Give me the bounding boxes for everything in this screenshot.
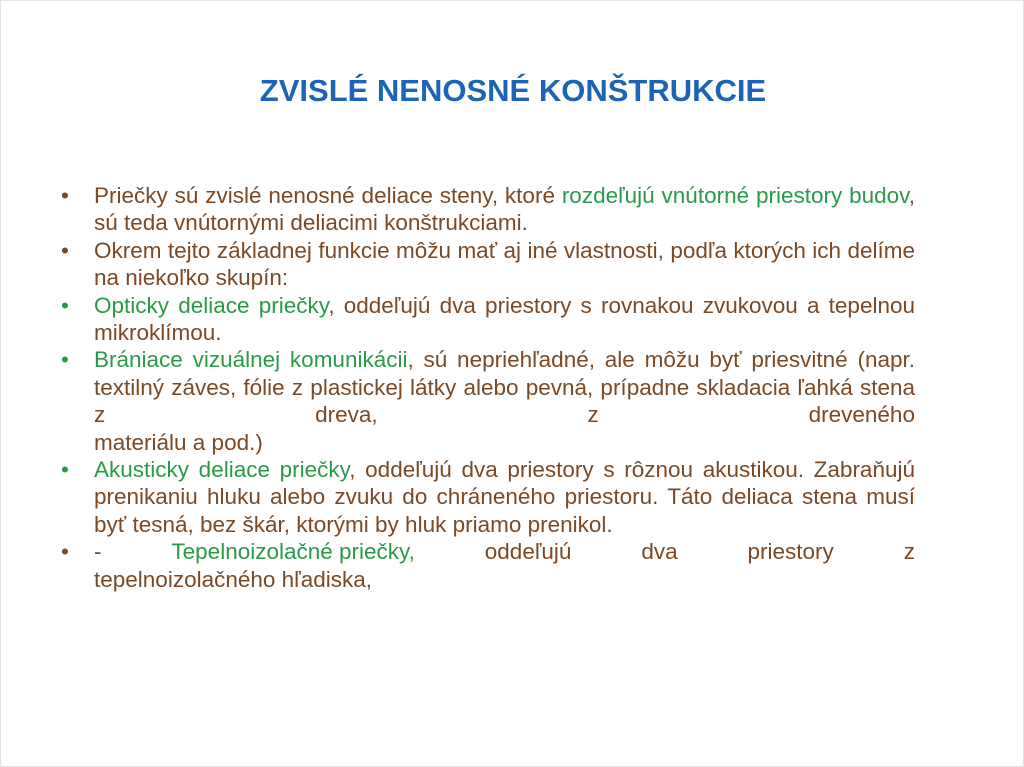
highlight-text: Akusticky deliace priečky xyxy=(94,457,350,483)
bullet-marker: • xyxy=(61,292,69,318)
bullet-item xyxy=(61,538,915,593)
slide-title: ZVISLÉ NENOSNÉ KONŠTRUKCIE xyxy=(259,73,767,108)
bullet-paragraph-end: materiálu a pod.) xyxy=(94,429,263,455)
bullet-marker: • xyxy=(61,539,69,565)
bullet-text: , oddeľujú dva priestory s rôznou akustikou. Zabraňujú prenikaniu hluku alebo zvuku do chráneného priestoru. Táto deliaca stena musí byť tesná, bez škár, ktorými by hluk priamo prenikol. xyxy=(94,457,915,537)
bullet-text: z xyxy=(587,402,599,428)
bullet-item xyxy=(61,456,915,538)
bullet-list xyxy=(61,182,915,593)
bullet-text: - xyxy=(94,539,102,565)
bullet-text: Priečky sú zvislé nenosné deliace steny, ktoré xyxy=(94,183,562,208)
bullet-marker: • xyxy=(61,457,69,483)
bullet-spread-line xyxy=(94,538,915,565)
bullet-paragraph-end: tepelnoizolačného hľadiska, xyxy=(94,566,373,592)
bullet-text: Okrem tejto základnej funkcie môžu mať aj iné vlastnosti, podľa ktorých ich delíme na niekoľko skupín: xyxy=(94,237,915,291)
bullet-marker: • xyxy=(61,237,69,263)
bullet-text: oddeľujú xyxy=(484,539,572,565)
bullet-marker: • xyxy=(61,347,69,373)
bullet-text: z xyxy=(903,539,915,565)
highlight-text: rozdeľujú vnútorné priestory budov xyxy=(561,183,909,208)
bullet-text: priestory xyxy=(747,539,834,565)
bullet-text: dva xyxy=(641,539,678,565)
bullet-text: , oddeľujú dva priestory s rovnakou zvukovou a tepelnou mikroklímou. xyxy=(94,292,915,346)
bullet-item xyxy=(61,346,915,456)
highlight-text: Brániace vizuálnej komunikácii xyxy=(94,347,408,373)
bullet-text: , sú teda vnútornými deliacimi konštrukciami. xyxy=(94,183,915,236)
bullet-item xyxy=(61,237,915,292)
bullet-paragraph xyxy=(94,346,915,428)
bullet-item xyxy=(61,292,915,347)
bullet-text: dreveného xyxy=(808,402,915,428)
bullet-item xyxy=(61,182,915,237)
highlight-text: Opticky deliace priečky xyxy=(94,292,329,318)
bullet-text: dreva, xyxy=(315,402,378,428)
bullet-marker: • xyxy=(61,183,69,208)
bullet-text: , sú nepriehľadné, ale môžu byť priesvitné (napr. textilný záves, fólie z plastickej látky alebo pevná, prípadne skladacia ľahká stena z xyxy=(94,347,915,428)
highlight-text: Tepelnoizolačné priečky, xyxy=(171,539,415,565)
